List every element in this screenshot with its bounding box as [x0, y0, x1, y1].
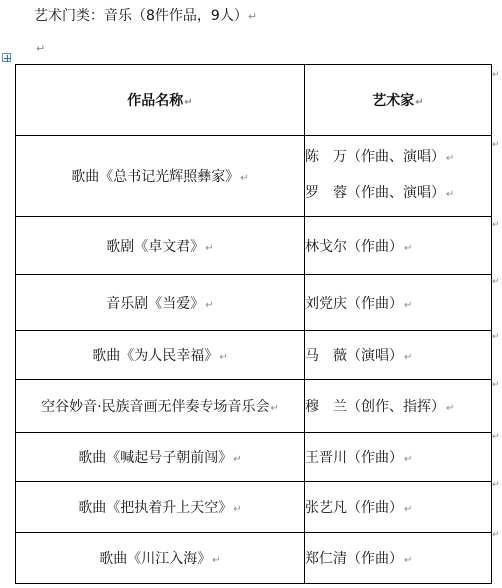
artist-cell[interactable] — [305, 136, 492, 217]
header-artist[interactable] — [305, 65, 492, 136]
work-cell[interactable] — [16, 482, 305, 533]
row-end-mark: ↵ — [492, 220, 500, 230]
row-end-mark: ↵ — [492, 480, 500, 490]
section-heading — [34, 6, 257, 27]
work-title: 歌剧《卓文君》 — [106, 238, 205, 255]
table-row — [16, 275, 492, 331]
row-end-mark: ↵ — [492, 332, 500, 342]
works-table — [15, 64, 492, 584]
work-title: 空谷妙音·民族音画无伴奏专场音乐会 — [41, 399, 270, 415]
artist-cell[interactable] — [305, 433, 492, 482]
table-row — [16, 136, 492, 217]
artist-name: 陈 万（作曲、演唱） — [305, 149, 445, 165]
cell-end-mark: ↵ — [270, 403, 279, 414]
work-title: 歌曲《把执着升上天空》 — [78, 500, 233, 516]
row-end-mark: ↵ — [492, 70, 500, 80]
artist-name: 张艺凡（作曲） — [305, 500, 403, 516]
artist-cell[interactable] — [305, 331, 492, 380]
cell-end-mark: ↵ — [446, 403, 455, 414]
cell-end-mark: ↵ — [205, 299, 214, 311]
header-artist-label: 艺术家 — [372, 93, 415, 109]
artist-name: 王晋川（作曲） — [305, 450, 403, 466]
table-row — [16, 217, 492, 275]
row-end-mark: ↵ — [492, 277, 500, 287]
artist-cell[interactable] — [305, 482, 492, 533]
table-row — [16, 482, 492, 533]
artist-cell[interactable] — [305, 533, 492, 584]
artist-name: 罗 蓉（作曲、演唱） — [305, 185, 445, 201]
work-cell[interactable] — [16, 433, 305, 482]
table-row — [16, 380, 492, 433]
table-row — [16, 433, 492, 482]
artist-name: 林戈尔（作曲） — [305, 238, 403, 255]
table-header-row — [16, 65, 492, 136]
header-work[interactable] — [16, 65, 305, 136]
cell-end-mark: ↵ — [404, 454, 413, 465]
cell-end-mark: ↵ — [404, 504, 413, 515]
cell-end-mark: ↵ — [404, 299, 413, 311]
cell-end-mark: ↵ — [415, 97, 424, 108]
artist-name: 郑仁清（作曲） — [305, 551, 403, 567]
cell-end-mark: ↵ — [446, 189, 455, 200]
work-title: 歌曲《川江入海》 — [99, 551, 212, 567]
row-end-mark: ↵ — [492, 140, 500, 150]
cell-end-mark: ↵ — [404, 555, 413, 566]
header-work-label: 作品名称 — [127, 93, 184, 109]
work-cell[interactable] — [16, 331, 305, 380]
work-title: 歌曲《喊起号子朝前闯》 — [78, 450, 233, 466]
work-cell[interactable] — [16, 275, 305, 331]
artist-name: 刘党庆（作曲） — [305, 295, 403, 312]
artist-name: 穆 兰（创作、指挥） — [305, 399, 445, 415]
artist-cell[interactable] — [305, 217, 492, 275]
cell-end-mark: ↵ — [219, 352, 228, 363]
cell-end-mark: ↵ — [233, 504, 242, 515]
artist-cell[interactable] — [305, 275, 492, 331]
empty-paragraph-mark: ↵ — [36, 42, 46, 55]
artist-name: 马 薇（演唱） — [305, 348, 403, 364]
paragraph-mark: ↵ — [446, 153, 455, 164]
table-row — [16, 331, 492, 380]
work-cell[interactable] — [16, 533, 305, 584]
row-end-mark: ↵ — [492, 432, 500, 442]
work-title: 歌曲《总书记光辉照彝家》 — [71, 169, 240, 185]
work-cell[interactable] — [16, 380, 305, 433]
cell-end-mark: ↵ — [205, 242, 214, 254]
table-row — [16, 533, 492, 584]
cell-end-mark: ↵ — [233, 454, 242, 465]
row-end-mark: ↵ — [492, 530, 500, 540]
work-title: 音乐剧《当爱》 — [106, 295, 205, 312]
table-move-handle-icon[interactable] — [2, 53, 11, 62]
cell-end-mark: ↵ — [240, 173, 249, 184]
cell-end-mark: ↵ — [404, 242, 413, 254]
cell-end-mark: ↵ — [404, 352, 413, 363]
work-cell[interactable] — [16, 217, 305, 275]
artist-cell[interactable] — [305, 380, 492, 433]
heading-text: 艺术门类：音乐（8件作品，9人） — [34, 8, 248, 24]
row-end-mark: ↵ — [492, 380, 500, 390]
work-title: 歌曲《为人民幸福》 — [92, 348, 219, 364]
paragraph-mark: ↵ — [247, 10, 258, 23]
work-cell[interactable] — [16, 136, 305, 217]
cell-end-mark: ↵ — [212, 555, 221, 566]
cell-end-mark: ↵ — [184, 97, 193, 108]
